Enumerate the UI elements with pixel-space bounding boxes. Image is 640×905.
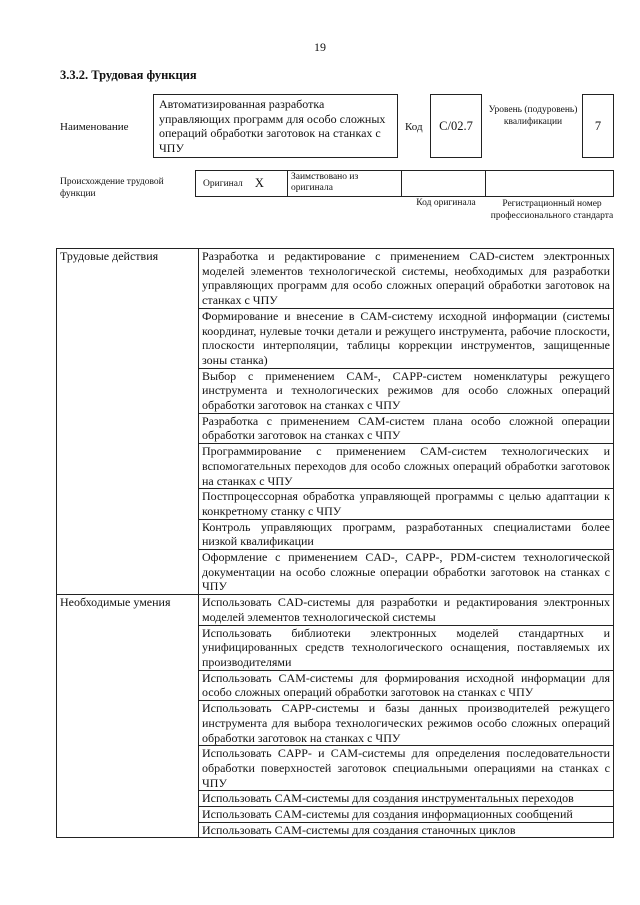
list-item: Выбор с применением CAM-, CAPP-систем номенклатуры режущего инструмента и технологических режимов для особо сложных операций обработки заготовок на станках с ЧПУ [199,368,614,413]
origin-label: Происхождение трудовой функции [60,177,164,199]
page-number: 19 [314,40,326,54]
list-item: Разработка с применением CAM-систем плана особо сложной операции обработки заготовок на станках с ЧПУ [199,413,614,443]
qualification-level-box: 7 [582,94,614,158]
name-label: Наименование [60,121,129,133]
list-item: Использовать CAM-системы для формирования исходной информации для особо сложных операций обработки заготовок на станках с ЧПУ [199,670,614,700]
reg-number-cell [485,170,614,197]
table-row [57,595,614,625]
original-label: Оригинал [203,178,243,189]
section-title: 3.3.2. Трудовая функция [60,68,197,82]
original-mark: X [254,176,264,190]
qualification-level-label: Уровень (подуровень) квалификации [488,105,578,127]
list-item: Использовать библиотеки электронных моделей стандартных и унифицированных средств технологического оснащения, поставляемых их производителями [199,625,614,670]
function-name-box: Автоматизированная разработка управляющих программ для особо сложных операций обработки заготовок на станках с ЧПУ [153,94,398,158]
list-item: Контроль управляющих программ, разработанных специалистами более низкой квалификации [199,519,614,549]
function-table [56,248,614,838]
list-item: Использовать CAM-системы для создания инструментальных переходов [199,791,614,807]
reg-number-caption: Регистрационный номер профессионального стандарта [490,199,614,221]
list-item: Оформление с применением CAD-, CAPP-, PDM-систем технологической документации на особо сложные операции обработки заготовок на станках с ЧПУ [199,550,614,595]
list-item: Использовать CAM-системы для создания станочных циклов [199,822,614,838]
origin-row [195,170,614,197]
list-item: Разработка и редактирование с применением CAD-систем электронных моделей элементов технологической системы, необходимых для разработки управляющих программ для особо сложных операций обработки заготовок на станках с ЧПУ [199,249,614,309]
code-original-cell [401,170,485,197]
code-label: Код [405,121,423,133]
original-cell [195,170,287,197]
borrowed-cell: Заимствовано из оригинала [287,170,401,197]
code-value-box: C/02.7 [430,94,482,158]
list-item: Использовать CAM-системы для создания информационных сообщений [199,807,614,823]
section-heading-skills: Необходимые умения [57,595,199,838]
list-item: Формирование и внесение в CAM-систему исходной информации (системы координат, нулевые точки детали и режущего инструмента, рабочие плоскости, плоскости интерполяции, таблицы коррекции инструментов, защищенные зоны станка) [199,308,614,368]
list-item: Использовать CAPP- и CAM-системы для определения последовательности обработки поверхностей заготовок специальными операциями на станках с ЧПУ [199,746,614,791]
section-heading-actions: Трудовые действия [57,249,199,595]
list-item: Программирование с применением CAM-систем технологических и вспомогательных переходов для особо сложных операций обработки заготовок на станках с ЧПУ [199,444,614,489]
list-item: Использовать CAD-системы для разработки и редактирования электронных моделей элементов технологической системы [199,595,614,625]
code-original-caption: Код оригинала [416,198,476,208]
table-row [57,249,614,309]
list-item: Использовать CAPP-системы и базы данных производителей режущего инструмента для выбора технологических режимов особо сложных операций обработки заготовок на станках с ЧПУ [199,701,614,746]
list-item: Постпроцессорная обработка управляющей программы с целью адаптации к конкретному станку с ЧПУ [199,489,614,519]
